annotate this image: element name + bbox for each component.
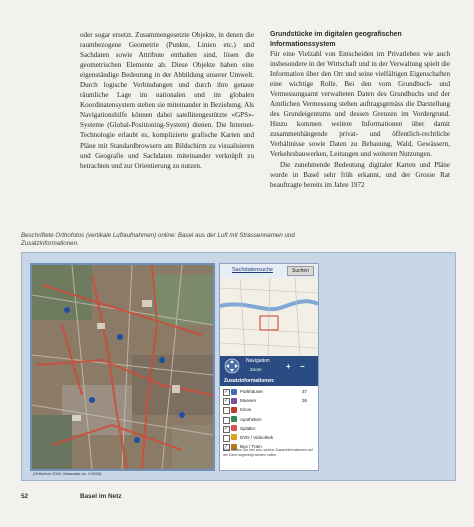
info-item-label: Bus / Tram	[240, 444, 262, 450]
info-item-parkhaeuser[interactable]	[220, 387, 318, 396]
info-item-label: Parkhäuser	[240, 389, 264, 394]
info-item-count: 37	[302, 389, 308, 394]
checkbox[interactable]	[223, 389, 230, 396]
navigation-arrows-icon[interactable]	[224, 358, 240, 374]
info-item-count: 36	[302, 398, 308, 404]
map-status-text: (Orthofoto 2002, Massstab ca. 1:5000)	[33, 471, 102, 476]
info-list	[220, 387, 318, 451]
left-paragraph: oder sogar ersetzt. Zusammengesetzte Objekte, in denen die raumbezogene Geometrie (Punkte, Linien etc.) und Sachdaten sowie Attribute enthalten sind, lösen die geometrischen Elemente ab. Diese Objekte haben eine eigenständige Bedeutung in der Abbildung unserer Umwelt. Durch logische Verbindungen und durch ihre genaue räumliche Lage im nationalen und im globalen Koordinatensystem stehen sie miteinander in Beziehung. Als Navigationshilfe können dabei satellitengestützte «GPS»-Systeme (Global-Positioning-System) dienen. Die Internet-Technologie erlaubt es, komplizierte grafische Karten und Pläne mit Standardbrowsern am Bildschirm zu visualisieren und Geografie und Sachdaten miteinander verknüpft zu betrachten und zur Orientierung zu nutzen.	[80, 31, 254, 170]
checkbox[interactable]	[223, 435, 230, 442]
info-title: Zusatzinformationen:	[220, 376, 318, 386]
info-item-label: Kinos	[240, 407, 252, 413]
running-title: Basel im Netz	[80, 493, 122, 500]
dvd-icon	[231, 434, 237, 440]
info-item-apotheken[interactable]	[220, 415, 318, 424]
section-title: Grundstücke im digitalen geografischen Informationssystem	[270, 31, 402, 48]
zoom-out-button[interactable]: −	[300, 362, 305, 371]
overview-map[interactable]	[220, 278, 318, 356]
info-item-label: Museen	[240, 398, 257, 404]
right-paragraph-1: Für eine Vielzahl von Entscheiden im Privatleben wie auch insbesondere in der Wirtschaft und in der Verwaltung spielt die Information über den Ort und seine vielfältigen Eigenschaften eine wichtige Rolle. Bei den vom Grundbuch- und Vermessungsamt verwalteten Daten des Grundbuchs und der Amtlichen Vermessung stehen auftragsgemäss die Darstellung des Grundeigentums und dessen Grenzen im Vordergrund. Hinzu kommen weitere Informationen über damit zusammenhängende privat- und öffentlich-rechtliche Verhältnisse sowie Daten zu Bebauung, Wald, Gewässern, Verkehrsbauwerken, Leitungen und weiteren Nutzungen.	[270, 50, 450, 159]
info-item-label: DVD / Videothek	[240, 434, 274, 440]
info-item-dvd[interactable]	[220, 433, 318, 442]
right-paragraph-2: Die zunehmende Bedeutung digitaler Karten und Pläne wurde in Basel sehr früh erkannt, und der Grosse Rat beauftragte bereits im Jahre 1972	[270, 160, 450, 189]
side-panel	[219, 263, 319, 471]
info-item-museen[interactable]	[220, 396, 318, 405]
zoom-in-button[interactable]: +	[286, 362, 291, 371]
checkbox[interactable]	[223, 426, 230, 433]
checkbox[interactable]	[223, 417, 230, 424]
pharmacy-icon	[231, 416, 237, 422]
info-item-spitaeler[interactable]	[220, 424, 318, 433]
cinema-icon	[231, 407, 237, 413]
left-text-column	[80, 30, 254, 171]
info-item-label: Apotheken	[240, 416, 262, 422]
page-number: 52	[21, 493, 29, 500]
orthophoto-map[interactable]	[30, 263, 215, 471]
zoom-label: Zoom	[250, 367, 262, 372]
search-button[interactable]: Suchen	[287, 266, 314, 276]
figure-screenshot	[21, 252, 456, 481]
museum-icon	[231, 398, 237, 404]
panel-note: Bitte wählen Sie hier aus, welche Zusatzinformationen auf der Karte angezeigt werden sollen.	[223, 448, 313, 457]
navigation-label: Navigation	[246, 358, 270, 364]
checkbox[interactable]	[223, 407, 230, 414]
info-item-label: Spitäler	[240, 425, 256, 431]
figure-caption: Beschriftete Orthofotos (vertikale Luftaufnahmen) online: Basel aus der Luft mit Strassennamen und Zusatzinformationen.	[21, 232, 295, 248]
right-text-column	[270, 30, 450, 190]
navigation-box	[220, 356, 318, 376]
sachdatensuche-link[interactable]: Sachdatensuche	[232, 267, 273, 273]
checkbox[interactable]	[223, 398, 230, 405]
panel-header	[220, 264, 318, 279]
info-item-kinos[interactable]	[220, 405, 318, 414]
hospital-icon	[231, 425, 237, 431]
parking-icon	[231, 389, 237, 395]
